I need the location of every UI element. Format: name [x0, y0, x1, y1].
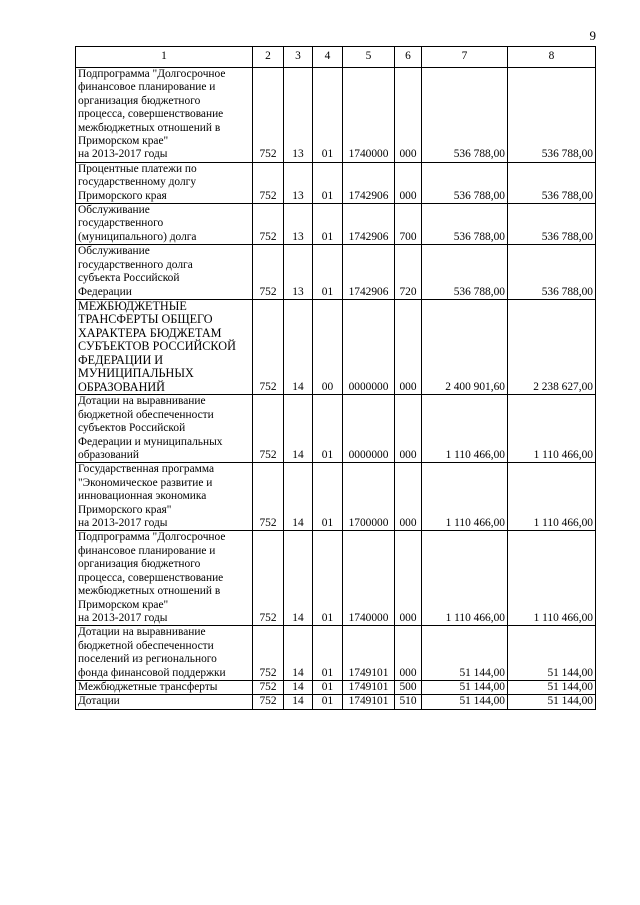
ministry-code-cell: 752 [253, 463, 284, 531]
table-row [76, 626, 596, 681]
amount-col7-cell: 1 110 466,00 [422, 531, 508, 626]
row-name-cell [76, 245, 253, 300]
row-name-line: процесса, совершенствование [78, 108, 224, 121]
section-code-cell: 14 [284, 299, 313, 395]
target-article-cell: 0000000 [343, 299, 395, 395]
row-name-line: субъектов Российской [78, 422, 186, 435]
expense-type-cell: 000 [395, 162, 422, 203]
ministry-code-cell: 752 [253, 626, 284, 681]
header-row [76, 47, 596, 68]
expense-type-cell: 700 [395, 204, 422, 245]
row-name-line: финансовое планирование и [78, 81, 216, 94]
row-name-line: государственного [78, 217, 164, 230]
amount-col8-cell: 1 110 466,00 [508, 463, 596, 531]
amount-col8-cell: 51 144,00 [508, 680, 596, 694]
row-name-line: поселений из регионального [78, 653, 217, 666]
row-name-line: МУНИЦИПАЛЬНЫХ [78, 366, 194, 381]
amount-col7-cell: 536 788,00 [422, 68, 508, 163]
row-name-line: Межбюджетные трансферты [78, 680, 218, 693]
header-cell: 3 [284, 47, 313, 68]
amount-col7-cell: 536 788,00 [422, 245, 508, 300]
row-name-line: бюджетной обеспеченности [78, 408, 214, 421]
section-code-cell: 14 [284, 395, 313, 463]
target-article-cell: 1749101 [343, 680, 395, 694]
section-code-cell: 13 [284, 162, 313, 203]
target-article-cell: 1742906 [343, 204, 395, 245]
row-name-line: Государственная программа [78, 463, 215, 476]
row-name-cell [76, 695, 253, 709]
row-name-line: Федерации [78, 285, 132, 298]
row-name-line: на 2013-2017 годы [78, 611, 168, 624]
row-name-line: государственного долга [78, 258, 193, 271]
expense-type-cell: 000 [395, 68, 422, 163]
row-name-line: Приморского края [78, 189, 167, 202]
amount-col8-cell: 1 110 466,00 [508, 395, 596, 463]
row-name-line: Обслуживание [78, 245, 150, 258]
subsection-code-cell: 01 [313, 531, 343, 626]
amount-col7-cell: 51 144,00 [422, 695, 508, 709]
row-name-cell [76, 680, 253, 694]
row-name-line: Обслуживание [78, 204, 150, 217]
expense-type-cell: 000 [395, 463, 422, 531]
target-article-cell: 1749101 [343, 695, 395, 709]
row-name-line: Подпрограмма "Долгосрочное [78, 68, 226, 80]
subsection-code-cell: 01 [313, 695, 343, 709]
amount-col8-cell: 1 110 466,00 [508, 531, 596, 626]
ministry-code-cell: 752 [253, 204, 284, 245]
subsection-code-cell: 01 [313, 68, 343, 163]
subsection-code-cell: 01 [313, 245, 343, 300]
target-article-cell: 0000000 [343, 395, 395, 463]
ministry-code-cell: 752 [253, 695, 284, 709]
amount-col8-cell: 2 238 627,00 [508, 299, 596, 395]
target-article-cell: 1749101 [343, 626, 395, 681]
section-code-cell: 14 [284, 626, 313, 681]
ministry-code-cell: 752 [253, 531, 284, 626]
row-name-line: "Экономическое развитие и [78, 476, 213, 489]
expense-type-cell: 000 [395, 531, 422, 626]
target-article-cell: 1700000 [343, 463, 395, 531]
row-name-line: государственному долгу [78, 176, 197, 189]
table-row [76, 463, 596, 531]
row-name-line: МЕЖБЮДЖЕТНЫЕ [78, 298, 187, 313]
header-cell: 4 [313, 47, 343, 68]
header-cell: 6 [395, 47, 422, 68]
row-name-line: финансовое планирование и [78, 544, 216, 557]
row-name-line: межбюджетных отношений в [78, 121, 221, 134]
expense-type-cell: 500 [395, 680, 422, 694]
header-cell: 2 [253, 47, 284, 68]
section-code-cell: 13 [284, 68, 313, 163]
target-article-cell: 1740000 [343, 531, 395, 626]
table-row [76, 162, 596, 203]
row-name-line: Приморском крае" [78, 135, 169, 148]
subsection-code-cell: 01 [313, 463, 343, 531]
row-name-cell [76, 204, 253, 245]
amount-col8-cell: 536 788,00 [508, 162, 596, 203]
page-number: 9 [589, 28, 596, 43]
amount-col7-cell: 1 110 466,00 [422, 463, 508, 531]
table-row [76, 531, 596, 626]
target-article-cell: 1742906 [343, 245, 395, 300]
section-code-cell: 13 [284, 204, 313, 245]
amount-col8-cell: 51 144,00 [508, 695, 596, 709]
header-cell: 8 [508, 47, 596, 68]
amount-col8-cell: 536 788,00 [508, 68, 596, 163]
target-article-cell: 1740000 [343, 68, 395, 163]
amount-col8-cell: 51 144,00 [508, 626, 596, 681]
table-row [76, 680, 596, 694]
row-name-line: ХАРАКТЕРА БЮДЖЕТАМ [78, 325, 222, 340]
amount-col7-cell: 536 788,00 [422, 204, 508, 245]
ministry-code-cell: 752 [253, 395, 284, 463]
ministry-code-cell: 752 [253, 162, 284, 203]
subsection-code-cell: 01 [313, 204, 343, 245]
section-code-cell: 14 [284, 531, 313, 626]
amount-col7-cell: 2 400 901,60 [422, 299, 508, 395]
header-cell: 5 [343, 47, 395, 68]
header-cell: 7 [422, 47, 508, 68]
row-name-cell [76, 626, 253, 681]
amount-col7-cell: 51 144,00 [422, 626, 508, 681]
row-name-line: Процентные платежи по [78, 162, 197, 175]
row-name-line: бюджетной обеспеченности [78, 639, 214, 652]
section-code-cell: 14 [284, 695, 313, 709]
ministry-code-cell: 752 [253, 299, 284, 395]
expense-type-cell: 000 [395, 395, 422, 463]
row-name-line: субъекта Российской [78, 272, 180, 285]
row-name-line: Дотации на выравнивание [78, 626, 206, 639]
header-cell: 1 [76, 47, 253, 68]
amount-col8-cell: 536 788,00 [508, 204, 596, 245]
table-body [76, 68, 596, 710]
row-name-line: образований [78, 449, 139, 462]
amount-col8-cell: 536 788,00 [508, 245, 596, 300]
row-name-cell [76, 68, 253, 163]
row-name-cell [76, 531, 253, 626]
ministry-code-cell: 752 [253, 680, 284, 694]
row-name-cell [76, 395, 253, 463]
subsection-code-cell: 01 [313, 162, 343, 203]
subsection-code-cell: 01 [313, 680, 343, 694]
row-name-line: инновационная экономика [78, 490, 207, 503]
row-name-line: Приморском крае" [78, 598, 169, 611]
row-name-line: на 2013-2017 годы [78, 148, 168, 161]
row-name-line: организация бюджетного [78, 94, 201, 107]
row-name-line: СУБЪЕКТОВ РОССИЙСКОЙ [78, 339, 236, 354]
row-name-line: Федерации и муниципальных [78, 435, 223, 448]
table-row [76, 695, 596, 709]
amount-col7-cell: 1 110 466,00 [422, 395, 508, 463]
table-row [76, 68, 596, 163]
row-name-line: Дотации на выравнивание [78, 395, 206, 408]
row-name-line: Приморского края" [78, 503, 172, 516]
row-name-cell [76, 162, 253, 203]
row-name-line: Дотации [78, 695, 120, 708]
row-name-line: ОБРАЗОВАНИЙ [78, 379, 165, 394]
subsection-code-cell: 00 [313, 299, 343, 395]
row-name-cell [76, 463, 253, 531]
row-name-cell [76, 299, 253, 395]
row-name-line: (муниципального) долга [78, 230, 197, 243]
budget-table [75, 46, 596, 710]
expense-type-cell: 000 [395, 626, 422, 681]
expense-type-cell: 510 [395, 695, 422, 709]
section-code-cell: 14 [284, 463, 313, 531]
row-name-line: Подпрограмма "Долгосрочное [78, 531, 226, 544]
table-row [76, 204, 596, 245]
amount-col7-cell: 51 144,00 [422, 680, 508, 694]
table-row [76, 395, 596, 463]
row-name-line: фонда финансовой поддержки [78, 666, 226, 679]
subsection-code-cell: 01 [313, 395, 343, 463]
row-name-line: процесса, совершенствование [78, 571, 224, 584]
section-code-cell: 13 [284, 245, 313, 300]
row-name-line: на 2013-2017 годы [78, 517, 168, 530]
row-name-line: ФЕДЕРАЦИИ И [78, 352, 164, 367]
expense-type-cell: 000 [395, 299, 422, 395]
row-name-line: межбюджетных отношений в [78, 585, 221, 598]
section-code-cell: 14 [284, 680, 313, 694]
target-article-cell: 1742906 [343, 162, 395, 203]
row-name-line: организация бюджетного [78, 558, 201, 571]
table-row [76, 245, 596, 300]
row-name-line: ТРАНСФЕРТЫ ОБЩЕГО [78, 312, 213, 327]
subsection-code-cell: 01 [313, 626, 343, 681]
ministry-code-cell: 752 [253, 68, 284, 163]
ministry-code-cell: 752 [253, 245, 284, 300]
amount-col7-cell: 536 788,00 [422, 162, 508, 203]
expense-type-cell: 720 [395, 245, 422, 300]
table-row [76, 299, 596, 395]
